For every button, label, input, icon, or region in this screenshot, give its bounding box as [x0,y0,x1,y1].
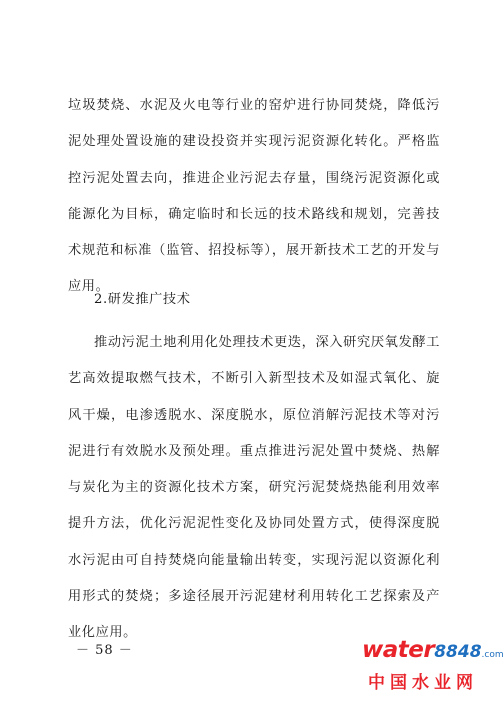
logo-domain-suffix: .com [481,650,504,660]
logo-chinese-name: 中国水业网 [368,673,478,693]
watermark-logo [362,637,504,699]
body-paragraph-1: 垃圾焚烧、水泥及火电等行业的窑炉进行协同焚烧，降低污泥处理处置设施的建设投资并实现污泥资源化转化。严格监控污泥处置去向，推进企业污泥去存量，围绕污泥资源化或能源化为目标，确定临时和长远的技术路线和规划，完善技术规范和标准（监管、招投标等），展开新技术工艺的开发与应用。 [68,98,440,295]
logo-number: 8848 [434,642,482,662]
logo-word: water [362,637,435,663]
body-paragraph-2: 推动污泥土地利用化处理技术更迭，深入研究厌氧发酵工艺高效提取燃气技术，不断引入新型技术及如湿式氧化、旋风干燥，电渗透脱水、深度脱水，原位消解污泥技术等对污泥进行有效脱水及预处理。重点推进污泥处置中焚烧、热解与炭化为主的资源化技术方案，研究污泥焚烧热能利用效率提升方法，优化污泥泥性变化及协同处置方式，使得深度脱水污泥由可自持焚烧向能量输出转变，实现污泥以资源化利用形式的焚烧；多途径展开污泥建材利用转化工艺探索及产业化应用。 [68,335,440,641]
section-heading: 2.研发推广技术 [94,292,191,307]
logo-wordmark [362,637,504,663]
page-number: － 58 － [76,643,133,658]
